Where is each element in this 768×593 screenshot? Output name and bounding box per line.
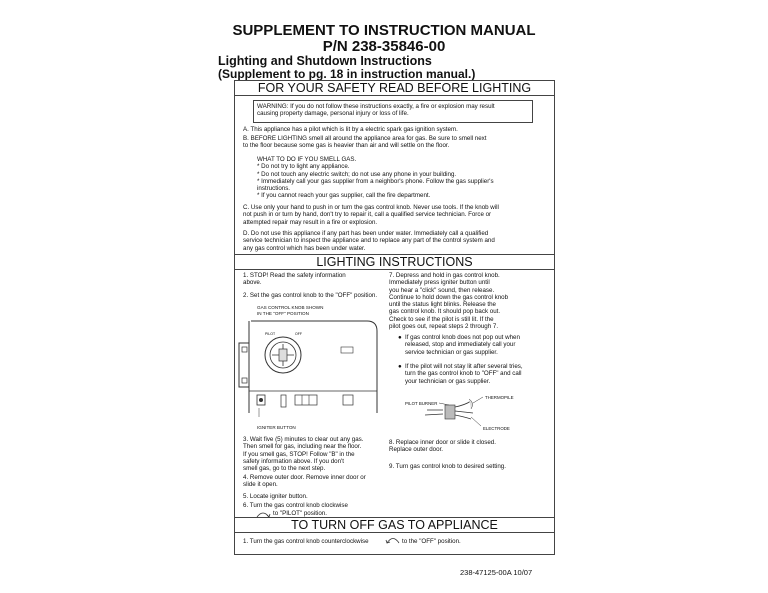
lighting-step-7: 7. Depress and hold in gas control knob. Immediately press igniter button until you hear a "click" sound, then release. Continue to hold down the gas control knob until the status light blinks. Release the gas control knob. It should pop back out. Check to see if the pilot is still lit. If the pilot goes out, repeat steps 2 through 7. [389,272,509,331]
instruction-panel [234,80,555,555]
safety-item-a: A. This appliance has a pilot which is lit by a electric spark gas ignition system. [243,126,458,133]
warning-box: WARNING: If you do not follow these instructions exactly, a fire or explosion may result causing property damage, personal injury or loss of life. [253,100,533,123]
lighting-step-6-end: to "PILOT" position. [273,510,327,517]
turn-off-heading: TO TURN OFF GAS TO APPLIANCE [235,517,554,533]
document-title: SUPPLEMENT TO INSTRUCTION MANUAL [232,22,536,39]
bullet-pilot-not-lit: If the pilot will not stay lit after several tries, turn the gas control knob to "OFF" and call your technician or gas supplier. [405,363,523,385]
bullet-icon: ● [398,363,402,370]
section-subtitle: Lighting and Shutdown Instructions [218,54,432,68]
electrode-label: ELECTRODE [483,426,510,431]
lighting-step-9: 9. Turn gas control knob to desired setting. [389,463,506,470]
lighting-step-8: 8. Replace inner door or slide it closed. Replace outer door. [389,439,496,454]
lighting-heading: LIGHTING INSTRUCTIONS [235,254,554,270]
part-number: P/N 238-35846-00 [322,38,446,55]
bullet-icon: ● [398,334,402,341]
gas-smell-instructions: WHAT TO DO IF YOU SMELL GAS. * Do not try to light any appliance. * Do not touch any electric switch; do not use any phone in your building. * Immediately call your gas supplier from a neighbor's phone. Follow the gas supplier's instructions. * If you cannot reach your gas supplier, call the fire department. [257,156,494,200]
lighting-step-1: 1. STOP! Read the safety information above. [243,272,346,287]
bullet-knob-no-pop: If gas control knob does not pop out when released, stop and immediately call your service technician or gas supplier. [405,334,520,356]
knob-caption: GAS CONTROL KNOB SHOWN IN THE "OFF" POSITION [257,305,324,316]
document-code: 238-47125-00A 10/07 [460,568,533,577]
turn-off-step-1-end: to the "OFF" position. [402,538,461,545]
svg-text:OFF: OFF [295,332,302,336]
lighting-step-4: 4. Remove outer door. Remove inner door or slide it open. [243,474,366,489]
safety-item-c: C. Use only your hand to push in or turn the gas control knob. Never use tools. If the knob will not push in or turn by hand, don't try to repair it, call a qualified service technician. Force or attempted repair may result in a fire or explosion. [243,204,499,226]
lighting-step-5: 5. Locate igniter button. [243,493,308,500]
turn-off-step-1: 1. Turn the gas control knob counterclockwise [243,538,369,545]
gas-control-diagram [235,313,385,421]
safety-item-b: B. BEFORE LIGHTING smell all around the appliance area for gas. Be sure to smell next to the floor because some gas is heavier than air and will settle on the floor. [243,135,487,150]
lighting-step-3: 3. Wait five (5) minutes to clear out any gas. Then smell for gas, including near the floor. If you smell gas, STOP! Follow "B" in the safety information above. If you don't smell gas, go to the next step. [243,436,364,473]
igniter-caption: IGNITER BUTTON [257,425,296,430]
thermopile-label: THERMOPILE [485,395,514,400]
lighting-step-6: 6. Turn the gas control knob clockwise [243,502,348,509]
counterclockwise-arrow-icon [385,533,401,545]
supplement-note: (Supplement to pg. 18 in instruction manual.) [218,67,476,81]
svg-text:PILOT: PILOT [265,332,276,336]
pilot-burner-diagram [415,393,495,429]
safety-item-d: D. Do not use this appliance if any part has been under water. Immediately call a qualified service technician to inspect the appliance and to replace any part of the control system and any gas control which has been under water. [243,230,495,252]
safety-heading: FOR YOUR SAFETY READ BEFORE LIGHTING [235,81,554,96]
pilot-burner-label: PILOT BURNER [405,401,438,406]
lighting-step-2: 2. Set the gas control knob to the "OFF" position. [243,292,378,299]
